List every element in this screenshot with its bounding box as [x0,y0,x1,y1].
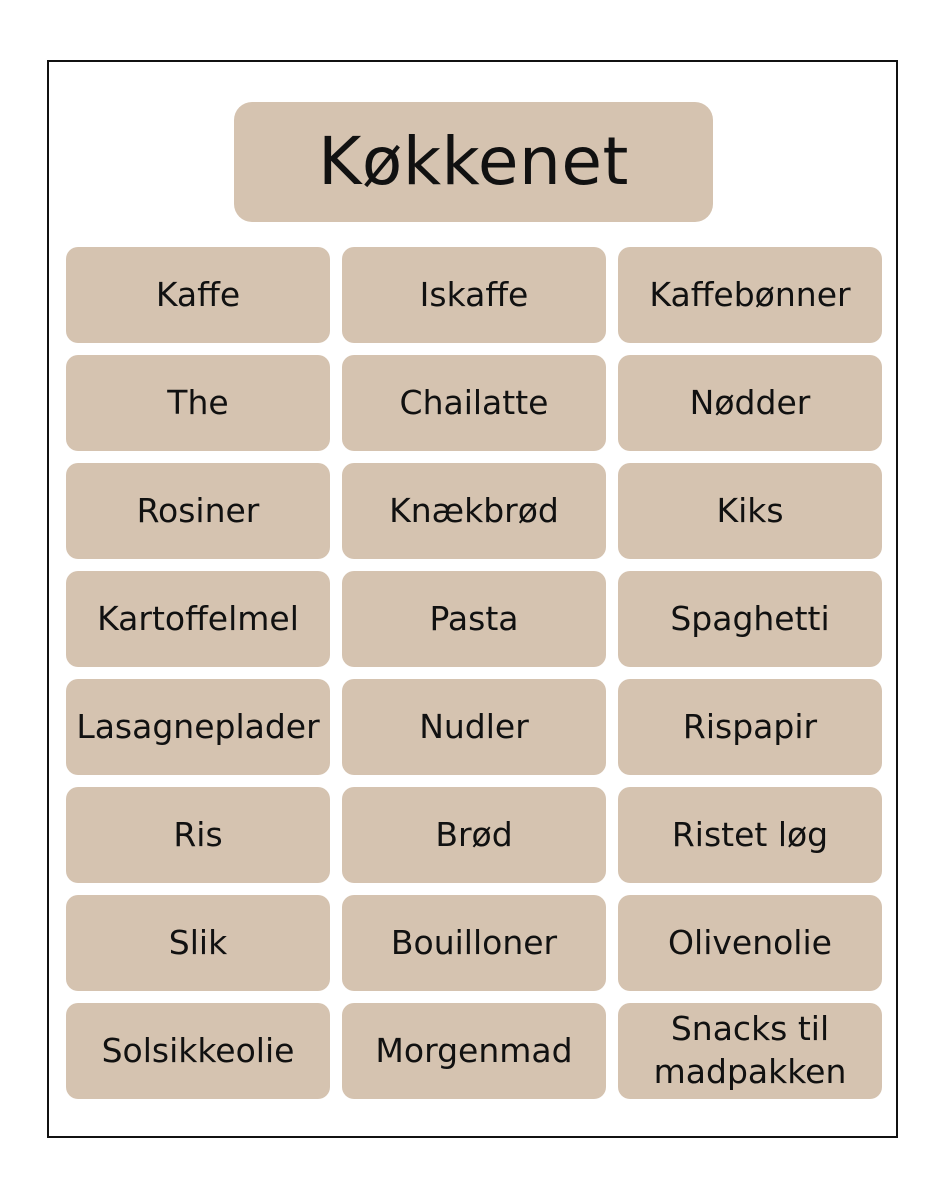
label-card [618,895,882,991]
label-card [342,787,606,883]
label-card [66,787,330,883]
label-text: Slik [168,922,228,962]
title-box [234,102,713,222]
label-card [342,679,606,775]
label-text: Ris [173,814,223,854]
label-text: The [167,382,229,422]
label-card [618,679,882,775]
label-text: Kaffebønner [649,274,851,314]
label-text: Nudler [419,706,529,746]
label-card [342,463,606,559]
label-card [618,463,882,559]
label-card [618,787,882,883]
label-card [342,1003,606,1099]
label-card [66,571,330,667]
label-card [66,463,330,559]
label-card [342,355,606,451]
label-text: Bouilloner [390,922,558,962]
label-text: Kiks [716,490,784,530]
label-text: Ristet løg [671,814,829,854]
label-text: Rispapir [682,706,818,746]
label-card [618,571,882,667]
label-text: Brød [435,814,513,854]
label-card [618,355,882,451]
label-text: Kartoffelmel [97,598,299,638]
label-card [342,895,606,991]
label-text: Morgenmad [375,1030,573,1070]
label-card [66,679,330,775]
label-text: Iskaffe [419,274,529,314]
label-text: Spaghetti [670,598,830,638]
page-title: Køkkenet [318,123,629,200]
label-text: Kaffe [155,274,241,314]
label-text: Olivenolie [668,922,832,962]
label-text: Solsikkeolie [101,1030,295,1070]
label-card [66,895,330,991]
label-text: Rosiner [136,490,260,530]
label-text: Nødder [689,382,811,422]
label-card [66,1003,330,1099]
label-card [342,247,606,343]
label-sheet [47,60,898,1138]
label-text: Lasagneplader [76,706,320,746]
label-card [618,1003,882,1099]
label-text: Knækbrød [389,490,559,530]
label-text: Snacks til madpakken [653,1009,847,1091]
label-text: Pasta [429,598,519,638]
label-grid [66,247,882,1099]
label-card [618,247,882,343]
label-card [66,355,330,451]
label-card [342,571,606,667]
label-text: Chailatte [399,382,549,422]
label-card [66,247,330,343]
